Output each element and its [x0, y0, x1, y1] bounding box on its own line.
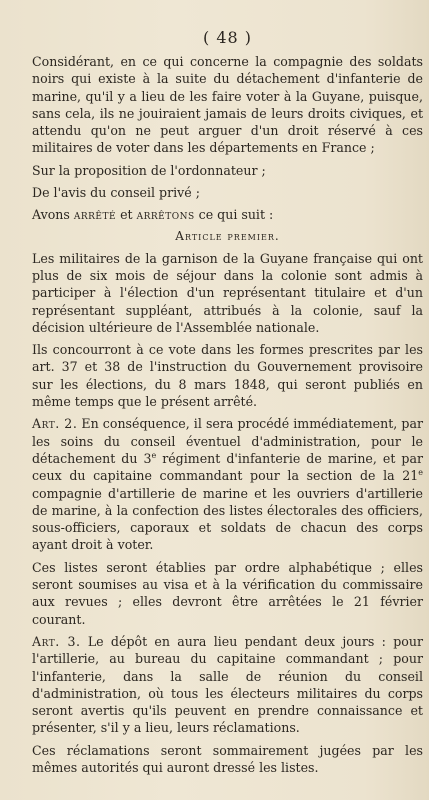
article-2-sup-a: e [151, 450, 157, 460]
paragraph-proposition: Sur la proposition de l'ordonnateur ; [32, 162, 266, 178]
page-number: ( 48 ) [202, 28, 252, 47]
paragraph-concourront: Ils concourront à ce vote dans les formes prescrites par les art. 37 et 38 de l'instruction du Gouvernement provisoire sur les élections, du 8 mars 1848, qui seront publiés en même temps que le présent arrêté. [32, 342, 423, 410]
article-2-text-b: régiment d'infanterie de marine, et par ceux du capitaine commandant pour la section de la 21 [32, 450, 423, 484]
avons-prefix: Avons [32, 207, 74, 223]
article-2-sup-b: e [418, 468, 423, 478]
paragraph-listes: Ces listes seront établies par ordre alphabétique ; elles seront soumises au visa et à la vérification du commissaire aux revues ; elles devront être arrêtées le 21 février courant. [32, 559, 423, 627]
paragraph-considerant: Considérant, en ce qui concerne la compagnie des soldats noirs qui existe à la suite du détachement d'infanterie de marine, qu'il y a lieu de les faire voter à la Guyane, puisque, sans cela, ils ne jouiraient jamais de leurs droits civiques, et attendu qu'on ne peut arguer d'un droit réservé à ces militaires de voter dans les départements en France ; [32, 54, 423, 156]
paragraph-avis: De l'avis du conseil privé ; [32, 185, 200, 201]
article-2-label: Art. 2. [32, 416, 78, 432]
article-2-text-c: compagnie d'artillerie de marine et les ouvriers d'artillerie de marine, à la confection des listes électorales des officiers, sous-officiers, caporaux et soldats de chacun des corps ayant droit à voter. [32, 485, 423, 553]
paragraph-avons [32, 206, 423, 223]
article-premier-heading: Article premier. [175, 228, 280, 243]
paragraph-article-3 [32, 633, 423, 737]
article-3-text: Le dépôt en aura lieu pendant deux jours : pour l'artillerie, au bureau du capitaine commandant ; pour l'infanterie, dans la salle de réunion du conseil d'administration, où tous les électeurs militaires du corps seront avertis qu'ils peuvent en prendre connaissance et présenter, s'il y a lieu, leurs réclamations. [32, 633, 423, 736]
avons-et: et [116, 207, 137, 223]
article-3-label: Art. 3. [32, 633, 81, 649]
paragraph-reclamations: Ces réclamations seront sommairement jugées par les mêmes autorités qui auront dressé les listes. [32, 742, 423, 775]
avons-arretons: arrêtons [136, 207, 195, 223]
avons-suffix: ce qui suit : [194, 207, 274, 223]
avons-arrete: arrêté [73, 207, 117, 223]
paragraph-article-2 [32, 415, 423, 553]
article-2-text-a: En conséquence, il sera procédé immédiatement, par les soins du conseil éventuel d'administration, pour le détachement du 3 [32, 416, 423, 466]
paragraph-militaires: Les militaires de la garnison de la Guyane française qui ont plus de six mois de séjour dans la colonie sont admis à participer à l'élection d'un représentant titulaire et d'un représentant suppléant, attribués à la colonie, sauf la décision ultérieure de l'Assemblée nationale. [32, 250, 423, 335]
